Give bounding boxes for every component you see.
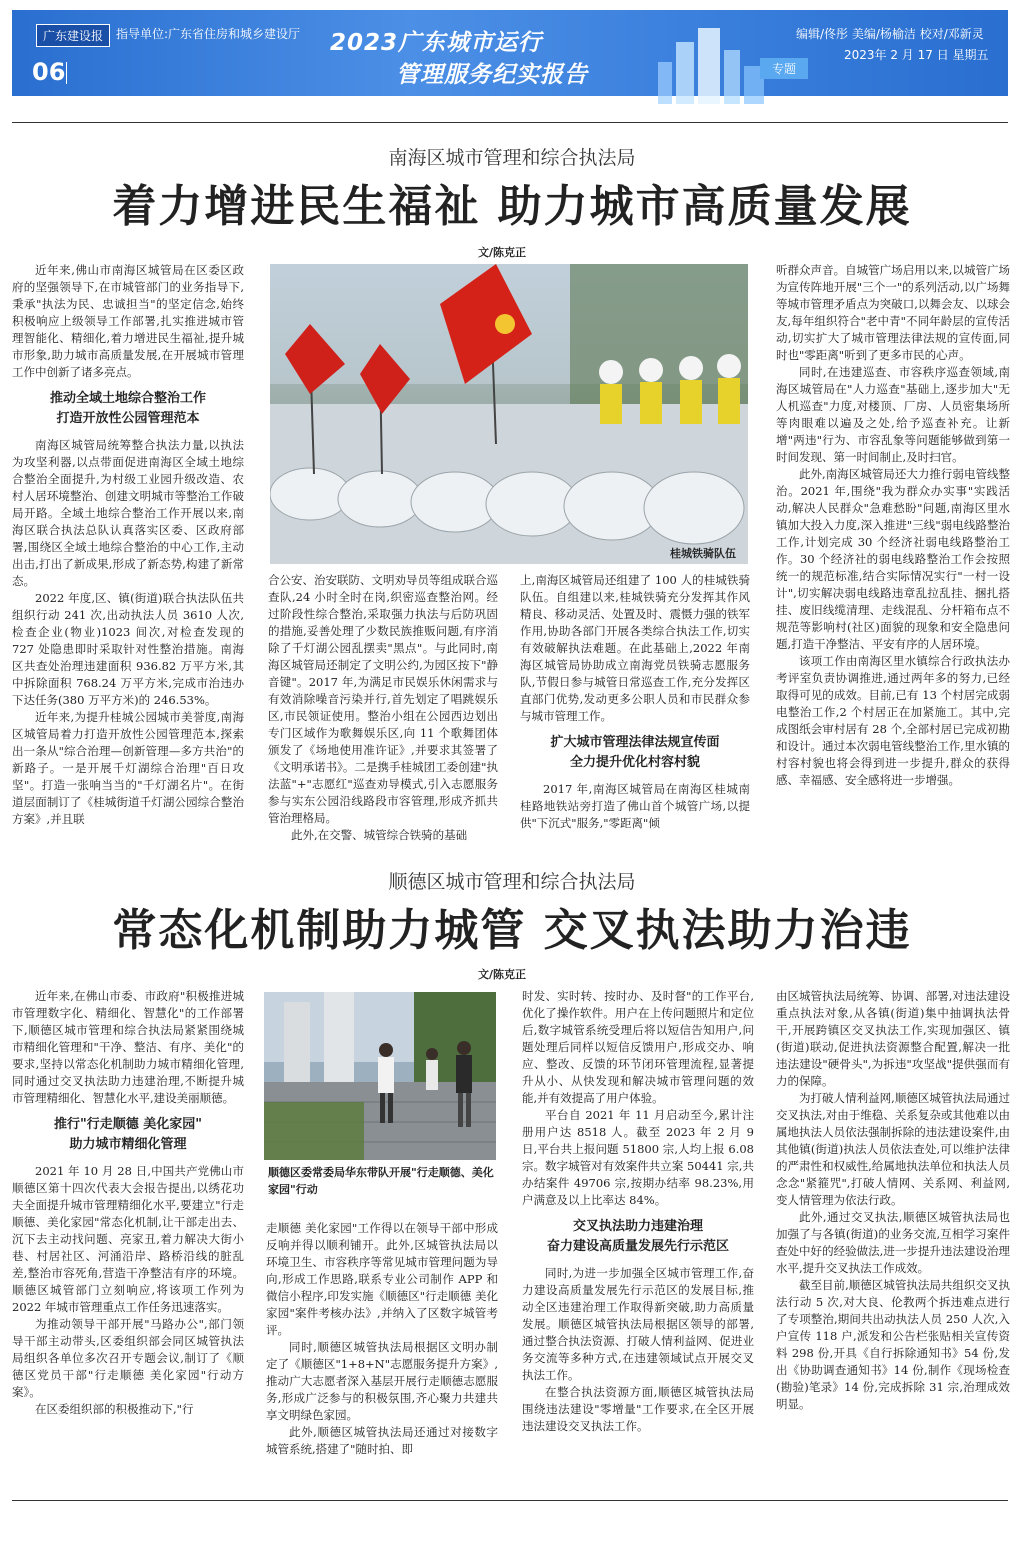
section-badge: 专题 <box>760 58 808 79</box>
paragraph: 同时,为进一步加强全区城市管理工作,奋力建设高质量发展先行示范区的发展目标,推动全区违建治理工作取得新突破,助力高质量发展。顺德区城管执法局根据区领导的部署,通过整合执法资源、打破人情利益网、促进业务交流等多种方式,在违建领域试点开展交叉执法工作。 <box>522 1266 754 1382</box>
article1-column-1 <box>12 262 244 852</box>
article1-headline: 着力增进民生福祉 助力城市高质量发展 <box>112 181 912 232</box>
article2-kicker: 顺德区城市管理和综合执法局 <box>388 871 636 893</box>
article1-column-2 <box>268 572 498 852</box>
paragraph: 截至目前,顺德区城管执法局共组织交叉执法行动 5 次,对大良、伦教两个拆违难点进行了专项整治,期间共出动执法人员 250 人次,入户宣传 118 户,派发和公告栏张贴相关宣传资料 298 份,开具《自行拆除通知书》54 份,发出《协助调查通知书》14 份,制作《现场检查(勘验)笔录》14 份,完成拆除 31 宗,治理成效明显。 <box>776 1278 1010 1411</box>
paragraph: 此外,在交警、城管综合铁骑的基础 <box>291 828 468 842</box>
article2-column-4 <box>776 988 1010 1486</box>
article1-column-3 <box>520 572 750 852</box>
paragraph: 此外,南海区城管局还大力推行弱电管线整治。2021 年,围绕"我为群众办实事"实践活动,解决人民群众"急难愁盼"问题,南海区里水镇加大投入力度,深入推进"三线"弱电线路整治工作,计划完成 30 个经济社弱电线路整治工作。30 个经济社的弱电线路整治工作会按照统一的规范标准,结合实际情况实行"一村一设计",切实解决弱电线路违章乱拉乱挂、捆扎搭挂、废旧线缆清理、走线混乱、分杆箱布点不规范等影响村(社区)面貌的现象和安全隐患问题,打造干净整洁、平安有序的人居环境。 <box>776 467 1010 651</box>
paragraph: 听群众声音。自城管广场启用以来,以城管广场为宣传阵地开展"三个一"的系列活动,以广场舞等城市管理矛盾点为突破口,以舞会友、以球会友,每年组织符合"老中青"不同年龄层的宣传活动,切实扩大了城市管理法律法规的宣传面,同时也"零距离"听到了更多市民的心声。 <box>776 263 1010 362</box>
city-skyline-graphic <box>652 22 772 104</box>
paragraph: 该项工作由南海区里水镇综合行政执法办考评室负责协调推进,通过两年多的努力,已经取得可见的成效。目前,已有 13 个村居完成弱电整治工作,2 个村居正在加紧施工。其中,完成图纸会审村居有 28 个,全部村居已完成初勘和设计。通过本次弱电管线整治工作,里水镇的村容村貌也将会得到进一步提升,群众的获得感、幸福感、安全感将进一步增强。 <box>776 654 1010 787</box>
paragraph: 2017 年,南海区城管局在南海区桂城南桂路地铁站旁打造了佛山首个城管广场,以提供"下沉式"服务,"零距离"倾 <box>520 782 750 830</box>
paragraph: 同时,顺德区城管执法局根据区文明办制定了《顺德区"1+8+N"志愿服务提升方案》,推动广大志愿者深入基层开展行走顺德志愿服务,形成广泛参与的积极氛围,齐心聚力共建共享文明绿色家园。 <box>266 1340 498 1422</box>
article-divider <box>12 122 1008 123</box>
editor-credits: 编辑/佟彤 美编/杨榆洁 校对/邓新灵 <box>796 27 984 41</box>
article2-headline: 常态化机制助力城管 交叉执法助力治违 <box>112 905 912 956</box>
paragraph: 时发、实时转、按时办、及时督"的工作平台,优化了操作软件。用户在上传问题照片和定位后,数字城管系统受理后将以短信告知用户,问题处理后同样以短信反馈用户,形成交办、响应、整改、反馈的环节闭环管理流程,显著提升从小、从快发现和解决城市管理问题的效能,并有效提高了用户体验。 <box>522 989 754 1105</box>
article2-photo-caption: 顺德区委常委局华东带队开展"行走顺德、美化家园"行动 <box>268 1166 494 1196</box>
paragraph: 由区城管执法局统筹、协调、部署,对违法建设重点执法对象,从各镇(街道)集中抽调执法骨干,开展跨镇区交叉执法工作,实现加强区、镇(街道)联动,促进执法资源整合配置,解决一批违法建设"硬骨头",为拆违"攻坚战"提供强而有力的保障。 <box>776 989 1010 1088</box>
paragraph: 此外,通过交叉执法,顺德区城管执法局也加强了与各镇(街道)的业务交流,互相学习案件查处中好的经验做法,进一步提升违法建设治理水平,提升交叉执法工作成效。 <box>776 1210 1010 1275</box>
issue-date: 2023年 2 月 17 日 星期五 <box>844 48 989 62</box>
paragraph: 近年来,为提升桂城公园城市美誉度,南海区城管局着力打造开放性公园管理范本,探索出一条从"综合治理—创新管理—多方共治"的新路子。一是开展千灯湖综合治理"百日攻坚"。打造一张响当当的"千灯湖名片"。在街道层面制订了《桂城街道千灯湖公园综合整治方案》,并且联 <box>12 710 244 826</box>
paragraph: 在区委组织部的积极推动下,"行 <box>35 1402 194 1416</box>
paragraph: 近年来,佛山市南海区城管局在区委区政府的坚强领导下,在市城管部门的业务指导下,秉承"执法为民、忠诚担当"的坚定信念,始终积极响应上级领导工作部署,扎实推进城市管理智能化、精细化,着力增进民生福祉,提升城市形象,助力城市高质量发展,在开展城市管理工作中创新了诸多亮点。 <box>12 263 244 379</box>
guidance-unit: 指导单位:广东省住房和城乡建设厅 <box>116 27 301 41</box>
paragraph: 2021 年 10 月 28 日,中国共产党佛山市顺德区第十四次代表大会报告提出,以绣花功夫全面提升城市管理精细化水平,要建立"行走顺德、美化家园"常态化机制,让干部走出去、沉下去主动找问题、亮家丑,着力解决大街小巷、村居社区、河涌沿岸、路桥沿线的脏乱差,整治市容死角,营造干净整洁有序的环境。顺德区城管部门立刻响应,将该项工作列为 2022 年城市管理重点工作任务迅速落实。 <box>12 1164 244 1314</box>
banner-title-line1: 2023广东城市运行 <box>330 30 543 56</box>
paragraph: 在整合执法资源方面,顺德区城管执法局围绕违法建设"零增量"工作要求,在全区开展违法建设交叉执法工作。 <box>522 1385 754 1433</box>
paragraph: 走顺德 美化家园"工作得以在领导干部中形成反响并得以顺利铺开。此外,区城管执法局以环境卫生、市容秩序等常见城市管理问题为导向,形成工作思路,联系专业公司制作 APP 和微信小程序,印发实施《顺德区"行走顺德 美化家园"案件考核办法》,并纳入了区数字城管考评。 <box>266 1221 498 1337</box>
article2-byline: 文/陈克正 <box>478 968 527 981</box>
article1-byline: 文/陈克正 <box>478 246 527 259</box>
banner-title-line2: 管理服务纪实报告 <box>396 62 588 88</box>
newspaper-tag: 广东建设报 <box>36 24 110 47</box>
article2-column-3 <box>522 988 754 1486</box>
paragraph: 此外,顺德区城管执法局还通过对接数字城管系统,搭建了"随时拍、即 <box>266 1425 498 1456</box>
article2-photo <box>264 992 496 1160</box>
paragraph: 上,南海区城管局还组建了 100 人的桂城铁骑队伍。自组建以来,桂城铁骑充分发挥其作风精良、移动灵活、处置及时、震慑力强的铁军作用,协助各部门开展各类综合执法工作,切实有效破解执法难题。在此基础上,2022 年南海区城管局协助成立南海党员铁骑志愿服务队,节假日参与城管日常巡查工作,充分发挥区直部门优势,发动更多公职人员和市民群众参与城市管理工作。 <box>520 573 750 723</box>
paragraph: 南海区城管局统筹整合执法力量,以执法为攻坚利器,以点带面促进南海区全域土地综合整治全面提升,为村级工业园升级改造、农村人居环境整治、创建文明城市等整治工作破局开路。全域土地综合整治工作开展以来,南海区联合执法总队认真落实区委、区政府部署,围绕区全域土地综合整治的中心工作,主动出击,打出了新成果,形成了新态势,构建了新常态。 <box>12 438 244 588</box>
bottom-rule <box>12 1500 1008 1501</box>
article1-column-4 <box>776 262 1010 852</box>
paragraph: 2022 年度,区、镇(街道)联合执法队伍共组织行动 241 次,出动执法人员 3610 人次,检查企业(物业)1023 间次,对检查发现的 727 处隐患即时采取针对性整治措施。南海区共查处治理违建面积 936.82 万平方米,其中拆除面积 768.24 万平方米,完成市治违办下达任务(380 万平方米)的 246.53%。 <box>12 591 244 707</box>
paragraph: 近年来,在佛山市委、市政府"积极推进城市管理数字化、精细化、智慧化"的工作部署下,顺德区城市管理和综合执法局紧紧围绕城市精细化管理和"干净、整洁、有序、美化"的要求,坚持以常态化机制助力城市精细化管理,同时通过交叉执法助力违建治理,不断提升城市管理精细化、智慧化水平,建设美丽顺德。 <box>12 989 244 1105</box>
article2-column-2 <box>266 1220 498 1486</box>
subheading: 交叉执法助力违建治理 奋力建设高质量发展先行示范区 <box>546 1219 729 1254</box>
article1-kicker: 南海区城市管理和综合执法局 <box>388 147 636 169</box>
paragraph: 平台自 2021 年 11 月启动至今,累计注册用户达 8518 人。截至 2023 年 2 月 9 日,平台共上报问题 51800 宗,人均上报 6.08 宗。数字城管对有效案件共立案 50441 宗,共办结案件 49706 宗,按期办结率 98.23%,用户满意及以上比率达 84%。 <box>522 1108 754 1207</box>
paragraph: 为打破人情利益网,顺德区城管执法局通过交叉执法,对由于维稳、关系复杂或其他难以由属地执法人员依法强制拆除的违法建设案件,由其他镇(街道)执法人员依法查处,可以维护法律的严肃性和权威性,给属地执法单位和执法人员念念"紧箍咒",打破人情网、关系网、利益网,变人情管理为依法行政。 <box>776 1091 1010 1207</box>
subheading: 推动全域土地综合整治工作 打造开放性公园管理范本 <box>49 391 206 426</box>
divider <box>66 62 67 84</box>
motorcycle-patrol-photo <box>270 264 748 564</box>
page-number: 06 <box>32 58 66 86</box>
inspection-photo <box>264 992 496 1160</box>
article1-photo-caption: 桂城铁骑队伍 <box>670 547 736 560</box>
article1-photo <box>270 264 748 564</box>
paragraph: 为推动领导干部开展"马路办公",部门领导干部主动带头,区委组织部会同区城管执法局组织各单位多次召开专题会议,制订了《顺德区党员干部"行走顺德 美化家园"行动方案》。 <box>12 1317 244 1399</box>
article2-column-1 <box>12 988 244 1486</box>
paragraph: 合公安、治安联防、文明劝导员等组成联合巡查队,24 小时全时在岗,织密巡查整治网。经过阶段性综合整治,采取强力执法与后防巩固的措施,妥善处理了少数民族推贩问题,有序消除了千灯湖公园乱摆卖"黑点"。与此同时,南海区城管局还制定了文明公约,为园区按下"静音键"。2017 年,为满足市民娱乐休闲需求与有效消除噪音污染并行,首先划定了唱跳娱乐区,市民领证使用。整治小组在公园西边划出专门区域作为歌舞娱乐区,向 11 个歌舞团体颁发了《场地使用准许证》,并要求其签署了《文明承诺书》。二是携手桂城团工委创建"执法蓝"+"志愿红"巡查劝导模式,引入志愿服务参与实东公园沿线路段市容管理,形成齐抓共管治理格局。 <box>268 573 498 825</box>
subheading: 推行"行走顺德 美化家园" 助力城市精细化管理 <box>53 1117 203 1152</box>
paragraph: 同时,在违建巡查、市容秩序巡查领域,南海区城管局在"人力巡查"基础上,逐步加大"无人机巡查"力度,对楼顶、厂房、人员密集场所等肉眼难以遍及之处,给予巡查补充。让新增"两违"行为、市容乱象等问题能够做到第一时间发现、第一时间制止,及时扫官。 <box>776 365 1010 464</box>
subheading: 扩大城市管理法律法规宣传面 全力提升优化村容村貌 <box>550 735 720 770</box>
